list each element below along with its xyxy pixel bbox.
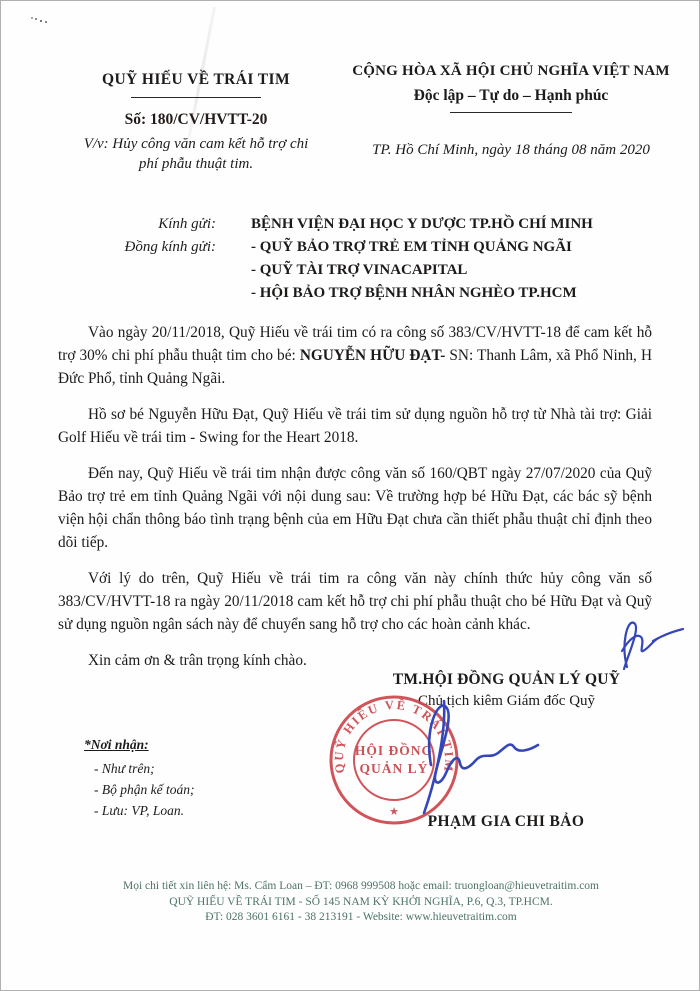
letterhead-right (336, 63, 686, 159)
distribution-item: - Lưu: VP, Loan. (94, 803, 184, 818)
initial-signature-ink (597, 605, 687, 680)
distribution-item: - Bộ phận kế toán; (94, 782, 195, 797)
document-subject-line2: phí phẫu thuật tim. (138, 156, 254, 172)
organization-name: QUỸ HIẾU VỀ TRÁI TIM (101, 71, 290, 88)
motto-underline (450, 112, 572, 113)
distribution-item: - Như trên; (94, 761, 155, 776)
stamp-center-line1: HỘI ĐỒNG (354, 743, 434, 758)
recipient-row-primary (61, 213, 656, 236)
board-title: TM.HỘI ĐỒNG QUẢN LÝ QUỸ (392, 671, 621, 688)
document-number: Số: 180/CV/HVTT-20 (124, 111, 268, 128)
signature-icon (386, 687, 546, 827)
stamp-center-line2: QUẢN LÝ (359, 761, 429, 776)
contact-footer (31, 879, 691, 926)
letterhead-left (56, 71, 336, 174)
recipient-row-cc-3 (61, 282, 656, 305)
national-motto: Độc lập – Tự do – Hạnh phúc (413, 87, 609, 104)
recipient-row-cc-1 (61, 236, 656, 259)
signer-title: Chủ tịch kiêm Giám đốc Quỹ (417, 693, 596, 709)
distribution-label: *Nơi nhận: (84, 737, 149, 752)
org-name-underline (131, 97, 261, 98)
paragraph-4: Với lý do trên, Quỹ Hiếu về trái tim ra công văn này chính thức hủy công văn số 383/CV/HVTT-18 ra ngày 20/11/2018 cam kết hỗ trợ chi phí phẫu thuật cho bé Hữu Đạt và Quỹ sử dụng nguồn ngân sách này để chuyển sang hỗ trợ cho các hoàn cảnh khác. (58, 570, 652, 633)
document-subject-line1: V/v: Hủy công văn cam kết hỗ trợ chi (83, 136, 309, 152)
paragraph-2: Hồ sơ bé Nguyễn Hữu Đạt, Quỹ Hiếu về trái tim sử dụng nguồn hỗ trợ từ Nhà tài trợ: Giải Golf Hiếu về trái tim - Swing for the Heart 2018. (58, 406, 652, 446)
cc-value: - HỘI BẢO TRỢ BỆNH NHÂN NGHÈO TP.HCM (251, 285, 577, 301)
cc-value: - QUỸ BẢO TRỢ TRẺ EM TỈNH QUẢNG NGÃI (251, 239, 572, 255)
to-value: BỆNH VIỆN ĐẠI HỌC Y DƯỢC TP.HỒ CHÍ MINH (251, 216, 593, 232)
national-title: CỘNG HÒA XÃ HỘI CHỦ NGHĨA VIỆT NAM (352, 63, 670, 79)
footer-contact-line: Mọi chi tiết xin liên hệ: Ms. Cẩm Loan – ĐT: 0968 999508 hoặc email: truongloan@hieuvetraitim.com (123, 880, 599, 892)
paragraph-1-tail: SN: Thanh Lâm, xã Phổ Ninh, H Đức Phổ, tỉnh Quảng Ngãi. (58, 347, 652, 387)
stamp-ring-text: QUỸ HIẾU VỀ TRÁI TIM (331, 697, 457, 775)
paragraph-1-text: Vào ngày 20/11/2018, Quỹ Hiếu về trái tim có ra công số 383/CV/HVTT-18 để cam kết hỗ trợ 30% chi phí phẫu thuật tim cho bé: (58, 324, 652, 364)
child-name-bold: NGUYỄN HỮU ĐẠT- (299, 347, 446, 364)
cc-value: - QUỸ TÀI TRỢ VINACAPITAL (251, 262, 468, 278)
footer-phone-website-line: ĐT: 028 3601 6161 - 38 213191 - Website: www.hieuvetraitim.com (205, 911, 517, 923)
initial-signature-icon (597, 605, 687, 680)
recipient-row-cc-2 (61, 259, 656, 282)
closing-line: Xin cảm ơn & trân trọng kính chào. (88, 652, 307, 669)
to-label: Kính gửi: (158, 216, 216, 232)
paragraph-3: Đến nay, Quỹ Hiếu về trái tim nhận được công văn số 160/QBT ngày 27/07/2020 của Quỹ Bảo trợ trẻ em tỉnh Quảng Ngãi với nội dung sau: Về trường hợp bé Hữu Đạt, các bác sỹ bệnh viện hội chẩn thông báo tình trạng bệnh của em Hữu Đạt chưa cần thiết phẫu thuật chỉ định theo dõi tiếp. (58, 465, 652, 551)
footer-address-line: QUỸ HIẾU VỀ TRÁI TIM - SỐ 145 NAM KỲ KHỞI NGHĨA, P.6, Q.3, TP.HCM. (169, 895, 553, 908)
recipients-section (61, 213, 656, 305)
director-signature-ink (386, 687, 546, 827)
signer-name: PHẠM GIA CHI BẢO (427, 813, 585, 830)
paragraph-1 (58, 321, 652, 390)
scan-speckles (35, 18, 37, 20)
stamp-star: ★ (389, 806, 399, 818)
cc-label: Đồng kính gửi: (124, 239, 216, 255)
place-date-line: TP. Hồ Chí Minh, ngày 18 tháng 08 năm 2020 (372, 142, 650, 158)
letter-body (58, 321, 652, 685)
distribution-list (84, 737, 194, 821)
